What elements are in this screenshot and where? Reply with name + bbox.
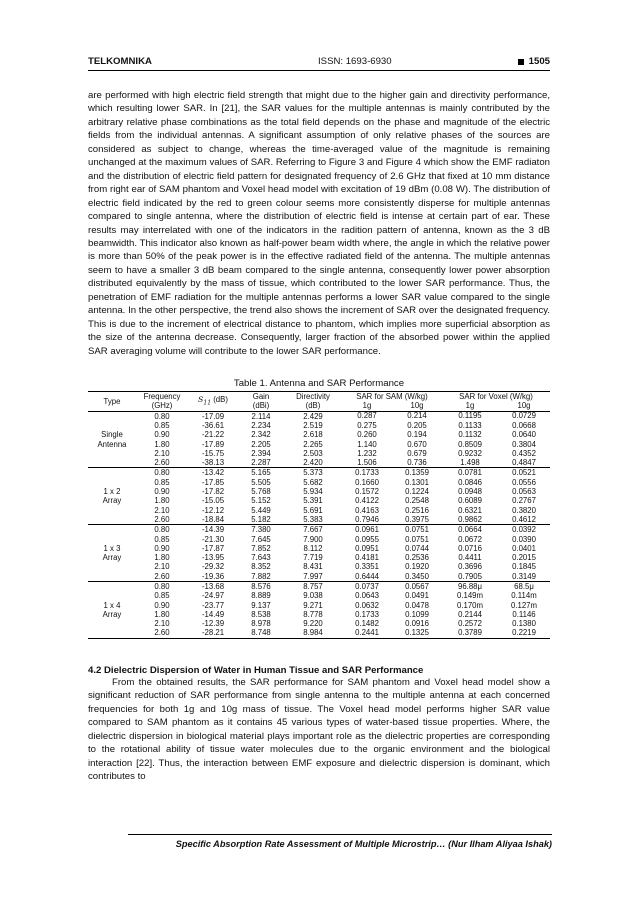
table-row [88,430,550,439]
page-number: 1505 [528,56,550,67]
table-cell: 0.1482 [355,619,379,629]
table-row [88,411,550,421]
table-cell: 2.60 [154,514,170,524]
table-cell: 0.0955 [355,534,379,544]
header-directivity-unit: (dB) [284,401,342,411]
table-cell: 0.1845 [512,562,536,572]
table-cell: -17.82 [201,487,225,497]
table-cell: 7.380 [238,525,284,535]
type-cell [88,468,136,478]
table-row [88,562,550,571]
table-cell: -23.77 [201,600,225,610]
table-cell: 5.391 [303,496,323,506]
table-cell: 0.0392 [498,525,550,535]
table-cell: -15.05 [201,496,225,506]
header-s11 [188,392,238,412]
table-cell: 2.234 [251,420,271,430]
table-cell: 2.60 [154,458,170,468]
table-cell: -17.89 [201,439,225,449]
table-cell: 0.170m [456,600,483,610]
table-cell: 2.618 [303,430,323,440]
table-cell: 0.0781 [442,468,498,478]
table-cell: 7.900 [303,534,323,544]
type-cell [88,421,136,430]
table-cell: 0.3696 [458,562,482,572]
table-cell: 0.0737 [342,582,392,592]
table-cell: 0.1301 [405,477,429,487]
table-cell: 2.342 [251,430,271,440]
header-sam-10g: 10g [392,401,442,411]
table-cell: 2.60 [154,571,170,581]
table-cell: 0.4847 [512,458,536,468]
table-row [88,628,550,638]
table-cell: 8.889 [251,591,271,601]
table-cell: 0.670 [407,439,427,449]
table-cell: 5.505 [251,477,271,487]
table-cell: 5.768 [251,487,271,497]
page-body [88,56,550,793]
table-cell: 0.149m [456,591,483,601]
running-footer: Specific Absorption Rate Assessment of Multiple Microstrip… (Nur Ilham Aliyaa Ishak) [128,834,552,849]
header-voxel-10g: 10g [498,401,550,411]
header-frequency: Frequency [136,392,188,402]
table-cell: 0.1099 [405,609,429,619]
table-cell: 0.85 [154,591,170,601]
table-cell: 0.1920 [405,562,429,572]
table-cell: 0.2441 [342,628,392,638]
header-directivity: Directivity [284,392,342,402]
table-cell: 0.6321 [458,505,482,515]
table-cell: 0.6444 [355,571,379,581]
table-cell: -29.32 [201,562,225,572]
table-cell: 1.506 [357,458,377,468]
table-cell: 2.10 [154,562,170,572]
table-cell: 0.0643 [355,591,379,601]
table-cell: 0.1133 [458,420,482,430]
table-row [88,535,550,544]
table-cell: 0.4163 [355,505,379,515]
table-cell: 0.0846 [458,477,482,487]
table-cell: 9.137 [251,600,271,610]
type-cell [88,572,136,582]
table-cell: 2.10 [154,619,170,629]
table-cell: 0.2548 [405,496,429,506]
table-cell: 2.114 [251,411,271,421]
table-row [88,478,550,487]
table-cell: 0.9862 [458,514,482,524]
table-cell: 2.205 [251,439,271,449]
table-cell: 5.449 [251,505,271,515]
table-cell: 0.2536 [405,553,429,563]
table-cell: -17.87 [201,543,225,553]
table-cell: 8.984 [284,628,342,638]
table-cell: 0.127m [510,600,537,610]
table-row [88,572,550,582]
body-paragraph-2: From the obtained results, the SAR performance for SAM phantom and Voxel head model show a significant reduction of SAR performance from single antenna to the multiple antenna at each concerned frequencies for both 1g and 10g mass of tissue. The Voxel head model performs higher SAR value compared to SAM phantom as it contains 45 various types of water-based tissue properties. Where, the dielectric dispersion in biological material plays important role as the dielectric properties are corresponding to the rotational ability of tissue water molecules due to the organic environment and the biological interaction [22]. Thus, the interaction between EMF exposure and dielectric dispersion is dominant, which contributes to [88,676,550,782]
table-1 [88,378,550,639]
table-cell: 2.420 [303,458,323,468]
section-heading: 4.2 Dielectric Dispersion of Water in Human Tissue and SAR Performance [88,664,424,676]
table-cell: -21.22 [201,430,225,440]
header-type: Type [88,392,136,412]
table-body [88,411,550,638]
table-cell: 9.038 [303,591,323,601]
table-cell: 5.691 [303,505,323,515]
table-row [88,544,550,553]
table-cell: -13.95 [201,553,225,563]
running-header [88,56,550,71]
square-bullet-icon [518,59,524,65]
table-cell: 0.0961 [342,525,392,535]
table-cell: 2.10 [154,448,170,458]
table-cell: 0.9232 [458,448,482,458]
type-label-line2: Antenna [97,439,127,449]
table-cell: 8.757 [284,582,342,592]
type-cell [88,478,136,487]
type-label-line1: 1 x 3 [103,543,121,553]
header-sam-1g: 1g [342,401,392,411]
table-cell: -24.97 [201,591,225,601]
table-cell: 8.576 [238,582,284,592]
sar-table [88,391,550,639]
table-cell: 5.165 [238,468,284,478]
table-cell: 0.1359 [392,468,442,478]
table-cell: 0.1572 [355,487,379,497]
table-cell: -36.61 [201,420,225,430]
table-cell: 7.645 [251,534,271,544]
table-cell: 9.271 [303,600,323,610]
table-cell: 7.852 [251,543,271,553]
table-cell: 0.114m [511,591,537,601]
table-cell: 0.0401 [512,543,536,553]
table-cell: 0.3149 [512,571,536,581]
table-cell: 7.997 [303,571,323,581]
table-cell: 0.4122 [355,496,379,506]
table-cell: 0.80 [136,582,188,592]
table-cell: 1.140 [357,439,377,449]
body-paragraph-1: are performed with high electric field strength that might due to the higher gain and directivity performance, which resulting lower SAR. In [21], the SAR values for the multiple antennas is mainly contributed by the arbitrary relative phase combinations as the total field depends on the phase and magnitude of the electric fields from the individual antennas. A significant assumption of only relative phases of the sources are considered as subject to change, whereas the time-averaged value of the magnitude is remaining unchanged at the maximum values of SAR. Referring to Figure 3 and Figure 4 which show the EMF radiaton and the distribution of electric field pattern for designated frequency of 2.6 GHz that fixed at 10 mm distance from right ear of SAM phantom and Voxel head model with excitation of 19 dBm (0.08 W). The distribution of electric field indicated by the red to green colour seems more consistently disperse for multiple antennas compared to single antenna, where the distribution of electric field is intense at certain part of ear. These results may interrelated with one of the indicators in the radition pattern of antenna, known as the 3 dB beamwidth. This indicator also known as half-power beam width where, the angle in which the relative power is more than 50% of the peak power is in the effective radiated field of the antenna. The multiple antennas seem to have a smaller 3 dB beam compared to the single antenna, consequently lower power absorption distributed equivalently by the mass of tissue, which contributed to the lower SAR performance. Thus, the penetration of EMF radiation for the multiple antennas performs a lower SAR value compared to the single antenna. In the other perspective, the trend also shows the increment of SAR over the designated frequency. This is due to the increment of electrical distance to phantom, which implies more superficial absorption as the size of the antenna decrease. Consequently, larger fraction of the absorbed power within the applied SAR averaging volume will contribute to the lower SAR performance. [88,90,550,357]
table-cell: 0.1660 [355,477,379,487]
table-cell: 1.232 [357,448,377,458]
table-row [88,553,550,562]
table-cell: 0.6089 [458,496,482,506]
table-row [88,449,550,458]
s11-unit: (dB) [213,394,228,404]
table-cell: 0.90 [154,600,170,610]
table-cell: 0.90 [154,487,170,497]
table-cell: 0.3804 [512,439,536,449]
table-cell: 1.80 [154,439,170,449]
table-cell: 0.2015 [512,553,536,563]
table-cell: 5.383 [303,514,323,524]
table-cell: 0.3789 [442,628,498,638]
table-cell: 2.429 [303,411,323,421]
table-cell: 0.1132 [458,430,482,440]
type-label-line2: Array [102,553,122,563]
table-cell: 0.3975 [405,514,429,524]
table-caption: Table 1. Antenna and SAR Performance [233,378,405,390]
header-gain: Gain [238,392,284,402]
table-cell: 0.0751 [405,534,429,544]
table-cell: -13.42 [188,468,238,478]
table-cell: 0.7905 [458,571,482,581]
table-row [88,515,550,525]
table-cell: 0.85 [154,534,170,544]
table-cell: -18.84 [201,514,225,524]
table-cell: 2.519 [303,420,323,430]
type-label-line1: 1 x 2 [103,487,121,497]
table-cell: -14.39 [188,525,238,535]
table-cell: 8.431 [303,562,323,572]
table-row [88,619,550,628]
table-cell: 0.0491 [405,591,429,601]
table-cell: 0.2516 [405,505,429,515]
type-label-line1: Single [101,430,123,440]
table-cell: 0.3450 [405,571,429,581]
table-cell: 0.0951 [355,543,379,553]
table-cell: 0.0664 [442,525,498,535]
table-cell: 0.4352 [512,448,536,458]
table-cell: 2.287 [251,458,271,468]
header-frequency-unit: (GHz) [136,401,188,411]
type-cell [88,562,136,571]
table-row [88,601,550,610]
table-cell: 0.2767 [512,496,536,506]
s11-symbol: $S_{11}$ [198,394,212,407]
table-row [88,525,550,535]
type-cell [88,591,136,600]
table-cell: 7.882 [251,571,271,581]
table-cell: 0.90 [154,543,170,553]
table-cell: 0.0751 [392,525,442,535]
table-cell: 0.0632 [355,600,379,610]
table-cell: 0.0640 [512,430,536,440]
table-cell: 8.748 [238,628,284,638]
table-cell: 0.0390 [512,534,536,544]
table-cell: 0.1733 [342,468,392,478]
journal-name: TELKOMNIKA [88,56,152,67]
table-cell: 5.934 [303,487,323,497]
type-cell [88,515,136,525]
table-cell: -21.30 [201,534,225,544]
table-cell: 0.1325 [392,628,442,638]
table-cell: 5.373 [284,468,342,478]
table-cell: 0.2219 [498,628,550,638]
table-cell: 9.220 [303,619,323,629]
table-cell: -38.13 [201,458,225,468]
table-cell: 2.60 [136,628,188,638]
table-cell: 2.10 [154,505,170,515]
table-cell: 0.85 [154,420,170,430]
type-cell [88,449,136,458]
table-row [88,421,550,430]
header-voxel-1g: 1g [442,401,498,411]
table-cell: 2.394 [251,448,271,458]
table-cell: 0.0556 [512,477,536,487]
table-cell: -12.12 [201,505,225,515]
table-cell: 0.0672 [458,534,482,544]
type-cell [88,411,136,421]
table-cell: -17.09 [201,411,225,421]
table-cell: 5.682 [303,477,323,487]
table-cell: -13.68 [188,582,238,592]
header-sar-voxel: SAR for Voxel (W/kg) [442,392,550,402]
table-row [88,591,550,600]
table-cell: 0.4612 [512,514,536,524]
table-cell: 0.0478 [405,600,429,610]
table-cell: 0.275 [357,420,377,430]
header-gain-unit: (dBi) [238,401,284,411]
type-cell [88,506,136,515]
table-cell: 7.719 [303,553,323,563]
table-cell: 8.538 [251,609,271,619]
type-label-line2: Array [102,609,122,619]
type-label-line1: 1 x 4 [103,600,121,610]
table-cell: 0.0668 [512,420,536,430]
table-cell: 5.152 [251,496,271,506]
table-cell: 0.80 [136,468,188,478]
table-cell: 0.3351 [355,562,379,572]
table-cell: -12.39 [201,619,225,629]
table-cell: 0.1146 [512,609,536,619]
table-row [88,496,550,505]
issn: ISSN: 1693-6930 [318,56,392,67]
table-cell: 0.0567 [392,582,442,592]
table-cell: 0.0716 [458,543,482,553]
type-cell [88,458,136,468]
table-cell: 8.112 [303,543,323,553]
type-cell [88,582,136,592]
table-cell: 8.352 [251,562,271,572]
table-cell: 0.8509 [458,439,482,449]
table-cell: 0.0744 [405,543,429,553]
table-cell: 0.736 [407,458,427,468]
table-cell: 68.5μ [498,582,550,592]
table-cell: 96.88μ [442,582,498,592]
table-cell: 0.90 [154,430,170,440]
table-row [88,582,550,592]
type-cell [88,628,136,638]
table-cell: 0.3820 [512,505,536,515]
type-cell [88,525,136,535]
table-cell: 0.260 [357,430,377,440]
table-cell: 1.80 [154,609,170,619]
header-sar-sam: SAR for SAM (W/kg) [342,392,442,402]
table-cell: 0.194 [407,430,427,440]
table-row [88,506,550,515]
table-cell: 0.85 [154,477,170,487]
table-cell: 0.1380 [512,619,536,629]
table-cell: -17.85 [201,477,225,487]
table-cell: -28.21 [188,628,238,638]
table-cell: 2.503 [303,448,323,458]
table-cell: -15.75 [201,448,225,458]
table-cell: 5.182 [251,514,271,524]
table-cell: 0.2144 [458,609,482,619]
table-row [88,487,550,496]
table-cell: 2.265 [303,439,323,449]
table-cell: 0.214 [407,411,427,421]
table-cell: 0.0729 [512,411,536,421]
table-cell: 0.4181 [355,553,379,563]
table-row [88,440,550,449]
table-row [88,610,550,619]
type-label-line2: Array [102,496,122,506]
table-cell: 0.1224 [405,487,429,497]
table-cell: 1.498 [460,458,480,468]
table-cell: 0.80 [136,525,188,535]
table-cell: 0.2572 [458,619,482,629]
page-number-block [518,56,550,67]
table-cell: -14.49 [201,609,225,619]
table-cell: 0.0521 [498,468,550,478]
type-cell [88,619,136,628]
table-cell: 0.80 [154,411,170,421]
table-cell: 0.0948 [458,487,482,497]
table-cell: 7.643 [251,553,271,563]
table-cell: 0.0916 [405,619,429,629]
table-cell: 1.80 [154,553,170,563]
table-cell: -19.36 [201,571,225,581]
table-cell: 8.978 [251,619,271,629]
table-cell: 8.778 [303,609,323,619]
table-cell: 0.287 [357,411,377,421]
table-cell: 0.0563 [512,487,536,497]
table-cell: 0.205 [407,420,427,430]
table-row [88,458,550,468]
table-cell: 0.1733 [355,609,379,619]
table-cell: 7.667 [284,525,342,535]
table-row [88,468,550,478]
type-cell [88,535,136,544]
table-cell: 0.679 [407,448,427,458]
table-cell: 1.80 [154,496,170,506]
table-cell: 0.4411 [458,553,482,563]
table-cell: 0.7946 [355,514,379,524]
table-cell: 0.1195 [458,411,482,421]
